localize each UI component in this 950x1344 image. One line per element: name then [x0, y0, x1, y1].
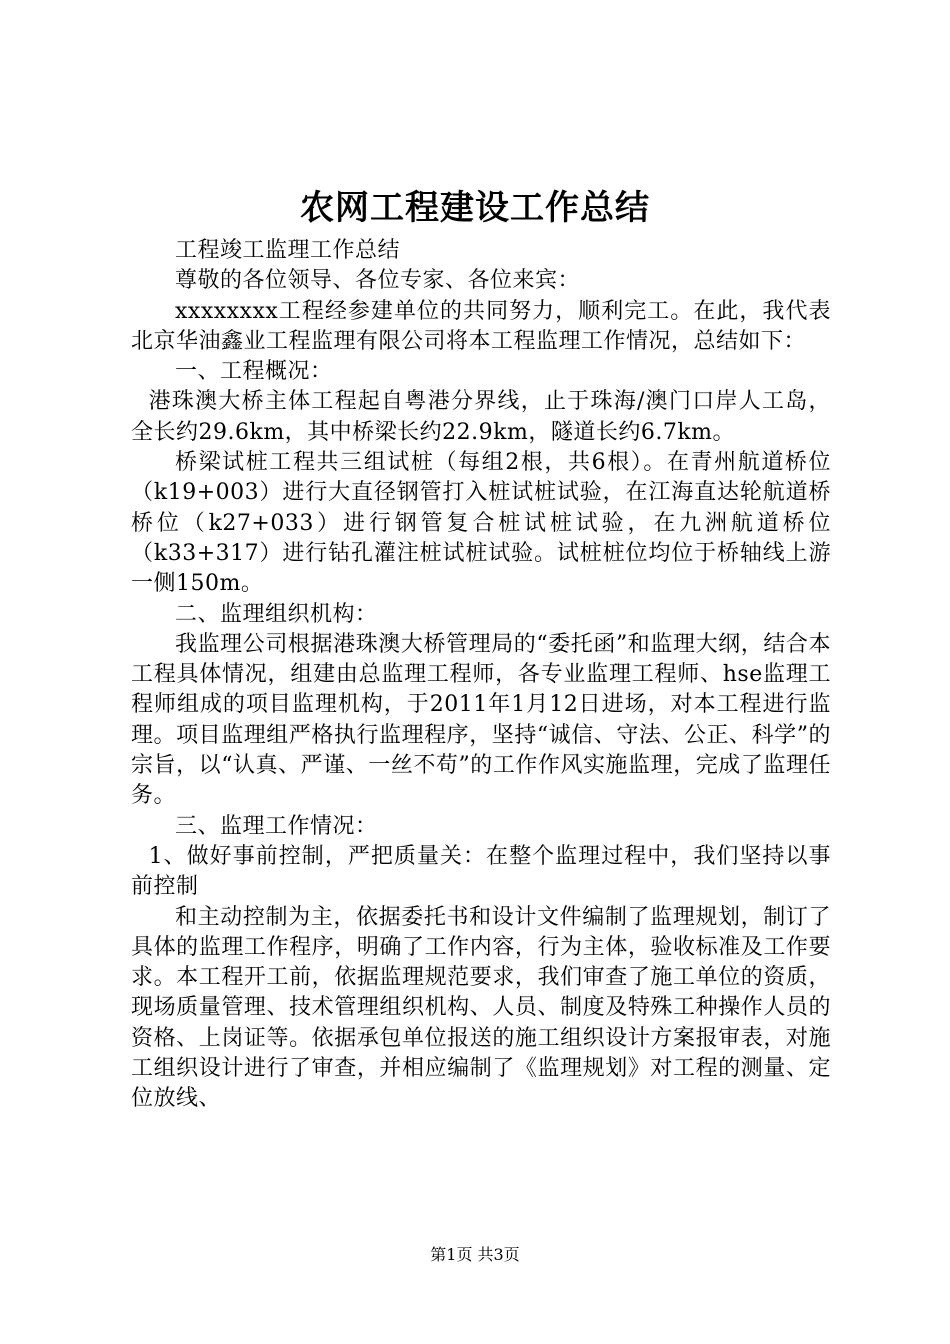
section-heading-organization: 二、监理组织机构：: [175, 601, 378, 627]
document-title: 农网工程建设工作总结: [300, 188, 650, 228]
section-heading-overview: 一、工程概况：: [175, 359, 333, 385]
paragraph-greeting: 尊敬的各位领导、各位专家、各位来宾：: [175, 268, 581, 294]
paragraph-overview: 港珠澳大桥主体工程起自粤港分界线，止于珠海/澳门口岸人工岛，全长约29.6km，其中桥梁长约22.9km，隧道长约6.7km。: [131, 389, 831, 445]
document-body: [131, 236, 831, 1115]
page-footer: 第1页 共3页: [430, 1245, 520, 1264]
section-heading-work: 三、监理工作情况：: [175, 813, 378, 839]
paragraph-subtitle: 工程竣工监理工作总结: [175, 238, 401, 263]
paragraph-test-piles: 桥梁试桩工程共三组试桩（每组2根，共6根）。在青州航道桥位（k19+003）进行大直径钢管打入桩试桩试验，在江海直达轮航道桥桥位（k27+033）进行钢管复合桩试桩试验，在九洲航道桥位（k33+317）进行钻孔灌注桩试桩试验。试桩桩位均位于桥轴线上游一侧150m。: [131, 450, 831, 597]
paragraph-intro: xxxxxxxx工程经参建单位的共同努力，顺利完工。在此，我代表北京华油鑫业工程监理有限公司将本工程监理工作情况，总结如下：: [131, 298, 831, 354]
paragraph-organization: 我监理公司根据港珠澳大桥管理局的“委托函”和监理大纲，结合本工程具体情况，组建由总监理工程师，各专业监理工程师、hse监理工程师组成的项目监理机构，于2011年1月12日进场，对本工程进行监理。项目监理组严格执行监理程序，坚持“诚信、守法、公正、科学”的宗旨，以“认真、严谨、一丝不苟”的工作作风实施监理，完成了监理任务。: [131, 631, 831, 809]
paragraph-control-item: 1、做好事前控制，严把质量关：在整个监理过程中，我们坚持以事前控制: [131, 843, 831, 900]
paragraph-control-detail: 和主动控制为主，依据委托书和设计文件编制了监理规划，制订了具体的监理工作程序，明确了工作内容，行为主体，验收标准及工作要求。本工程开工前，依据监理规范要求，我们审查了施工单位的资质，现场质量管理、技术管理组织机构、人员、制度及特殊工种操作人员的资格、上岗证等。依据承包单位报送的施工组织设计方案报审表，对施工组织设计进行了审查，并相应编制了《监理规划》对工程的测量、定位放线、: [131, 904, 831, 1112]
